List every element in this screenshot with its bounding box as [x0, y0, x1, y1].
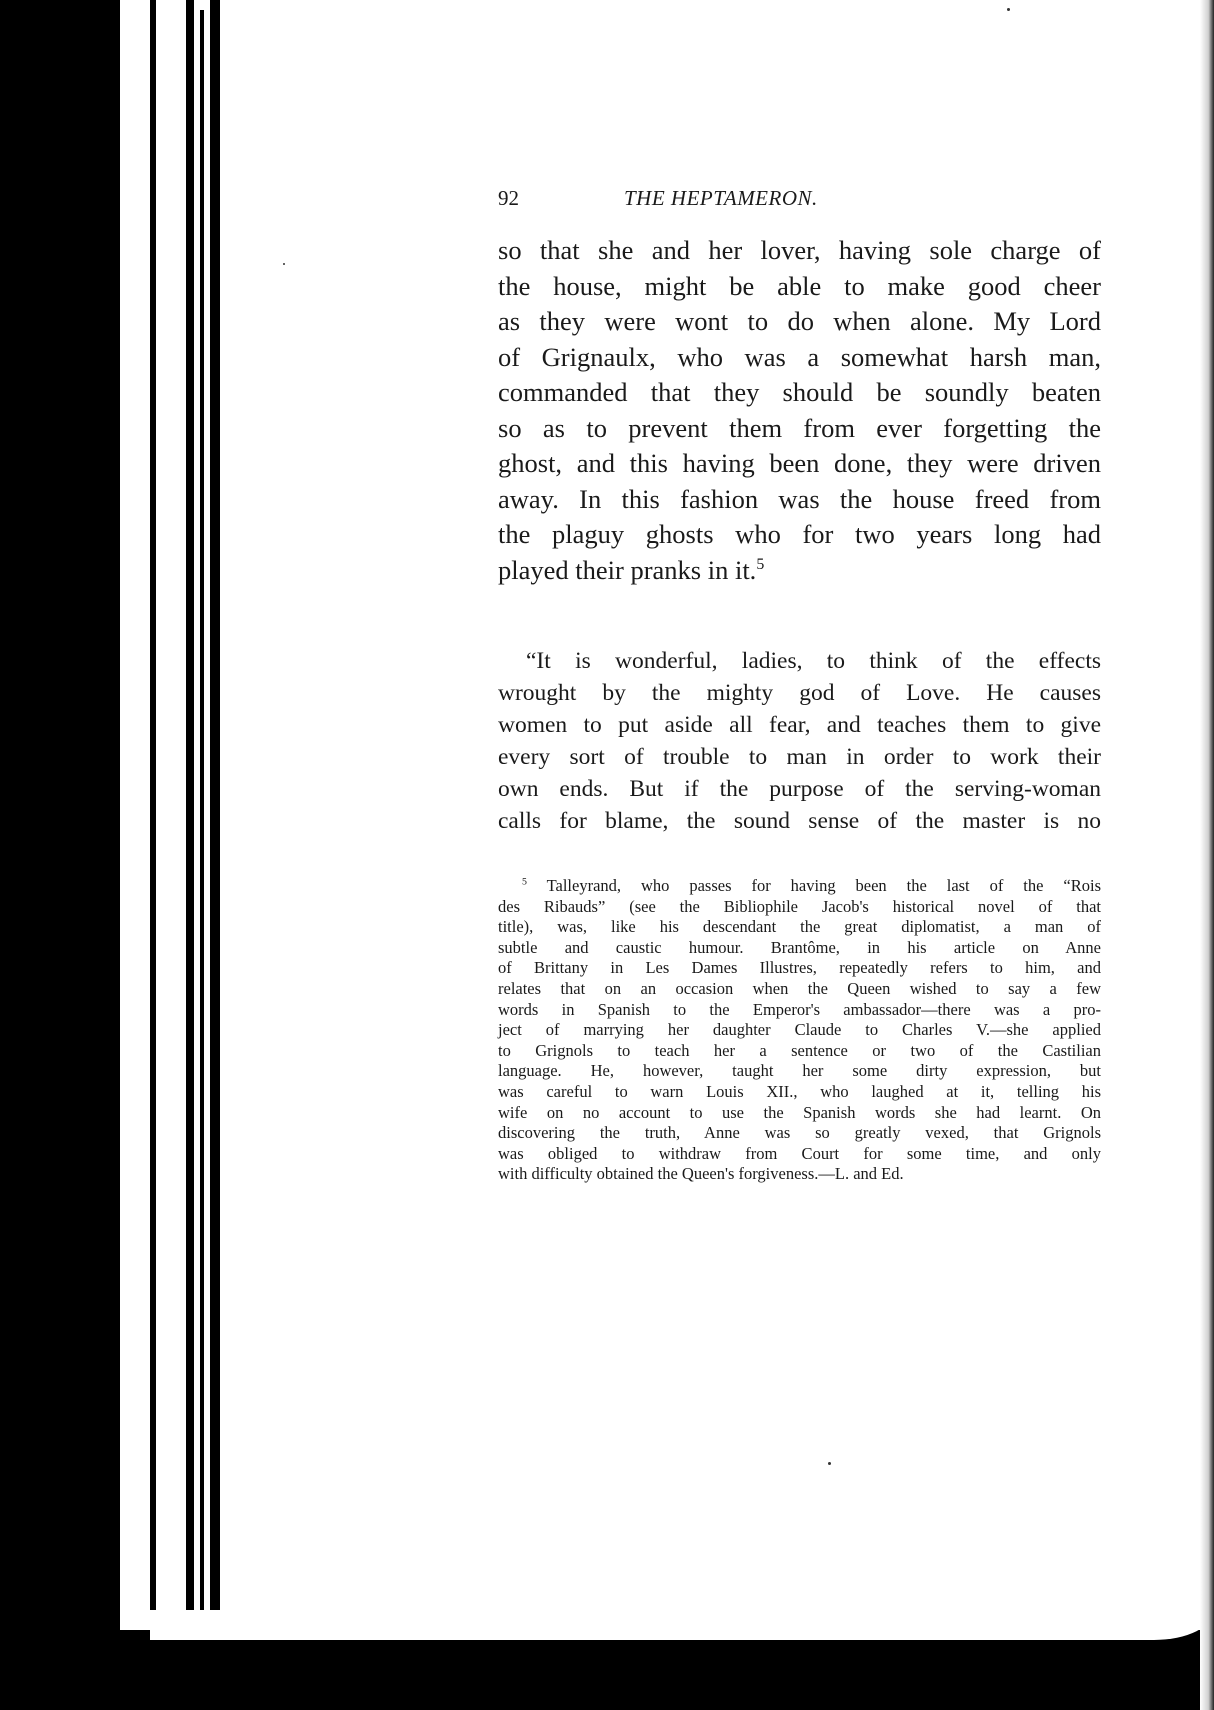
scan-speck	[283, 263, 285, 265]
footnote-line: relates that on an occasion when the Queen wished to say a few	[498, 978, 1101, 998]
footnote-marker: 5	[522, 876, 527, 888]
footnote-line: to Grignols to teach her a sentence or two of the Castilian	[498, 1040, 1101, 1060]
text-line: of Grignaulx, who was a somewhat harsh man,	[498, 341, 1101, 372]
running-head	[498, 186, 918, 216]
text-line: away. In this fashion was the house freed from	[498, 483, 1101, 514]
footnote-line-content: Talleyrand, who passes for having been the last of the “Rois	[546, 876, 1101, 895]
text-line-content: played their pranks in it.	[498, 554, 757, 585]
text-line-last	[498, 553, 1101, 589]
text-line: so as to prevent them from ever forgetting the	[498, 412, 1101, 443]
footnote-line: language. He, however, taught her some dirty expression, but	[498, 1061, 1101, 1081]
page-edge-gap	[156, 0, 186, 1650]
footnote-line	[498, 876, 1101, 897]
footnote-line: with difficulty obtained the Queen's forgiveness.—L. and Ed.	[498, 1164, 904, 1184]
footnote-line: of Brittany in Les Dames Illustres, repeatedly refers to him, and	[498, 958, 1101, 978]
text-line: the plaguy ghosts who for two years long had	[498, 519, 1101, 549]
footnote-line: wife on no account to use the Spanish words she had learnt. On	[498, 1102, 1101, 1122]
scan-speck	[828, 1462, 831, 1465]
page-bottom-curve	[150, 1610, 1214, 1640]
footnote-line: title), was, like his descendant the great diplomatist, a man of	[498, 917, 1101, 937]
text-line: own ends. But if the purpose of the serving-woman	[498, 776, 1101, 802]
text-line: “It is wonderful, ladies, to think of the effects	[526, 648, 1101, 674]
text-line: the house, might be able to make good cheer	[498, 270, 1101, 301]
page-edge-line	[186, 0, 194, 1650]
footnote-line: was careful to warn Louis XII., who laughed at it, telling his	[498, 1081, 1101, 1101]
text-line: wrought by the mighty god of Love. He causes	[498, 680, 1101, 706]
text-line: women to put aside all fear, and teaches them to give	[498, 712, 1101, 738]
footnote	[498, 876, 1101, 1185]
footnote-line: subtle and caustic humour. Brantôme, in his article on Anne	[498, 937, 1101, 957]
book-title: THE HEPTAMERON.	[624, 186, 818, 210]
scan-speck	[1007, 8, 1010, 11]
scan-right-shadow	[1200, 0, 1214, 1710]
body-paragraph-1	[498, 233, 1101, 588]
footnote-line: words in Spanish to the Emperor's ambassador—there was a pro-	[498, 999, 1101, 1019]
footnote-line: des Ribauds” (see the Bibliophile Jacob's historical novel of that	[498, 896, 1101, 916]
text-line: as they were wont to do when alone. My Lord	[498, 306, 1101, 336]
text-line: so that she and her lover, having sole charge of	[498, 235, 1101, 265]
page-edge-line	[200, 10, 204, 1650]
footnote-line: was obliged to withdraw from Court for some time, and only	[498, 1143, 1101, 1163]
book-spine-shadow	[0, 0, 120, 1710]
text-line: ghost, and this having been done, they were driven	[498, 448, 1101, 478]
footnote-line: discovering the truth, Anne was so greatly vexed, that Grignols	[498, 1123, 1101, 1143]
page-edge-line	[210, 0, 220, 1650]
body-paragraph-2	[498, 645, 1101, 837]
footnote-reference: 5	[756, 555, 765, 573]
scan-bottom-shadow	[0, 1630, 1214, 1710]
page-number: 92	[498, 186, 519, 210]
text-line: calls for blame, the sound sense of the master is no	[498, 808, 1101, 834]
text-line: commanded that they should be soundly beaten	[498, 377, 1101, 407]
footnote-line: ject of marrying her daughter Claude to Charles V.—she applied	[498, 1020, 1101, 1040]
text-line: every sort of trouble to man in order to work their	[498, 744, 1101, 770]
